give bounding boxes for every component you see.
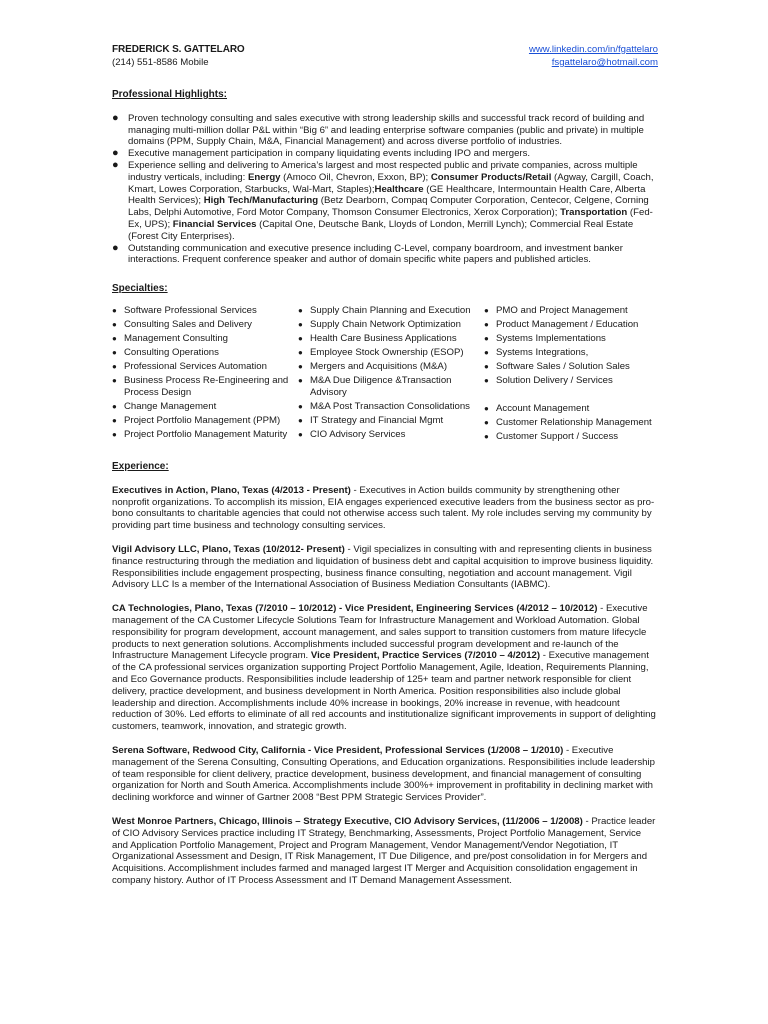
experience-heading: Experience: <box>112 461 169 472</box>
highlight-item: ● Executive management participation in company liquidating events including IPO and mergers. <box>112 147 531 160</box>
specialty-item: ● Consulting Operations <box>112 346 219 358</box>
bullet-icon: ● <box>112 111 119 124</box>
bullet-icon: ● <box>112 319 117 329</box>
bullet-icon: ● <box>112 375 117 385</box>
bullet-icon: ● <box>112 158 119 171</box>
specialty-item: ● Business Process Re-Engineering and Process Design <box>112 374 289 398</box>
highlights-heading: Professional Highlights: <box>112 89 228 100</box>
bullet-icon: ● <box>112 147 119 160</box>
specialties-heading: Specialties: <box>112 283 168 295</box>
specialty-item: ● Systems Integrations, <box>484 346 589 358</box>
bullet-icon: ● <box>484 361 489 371</box>
highlight-item: ● Outstanding communication and executive presence including C-Level, company boardroom, and investment banker interactions. Frequent conference speaker and author of domain specific white papers and published articles. <box>112 241 623 266</box>
specialties-column <box>112 305 298 445</box>
specialties-column <box>484 305 658 445</box>
specialty-item: ● Product Management / Education <box>484 318 639 330</box>
experience-entry: Vigil Advisory LLC, Plano, Texas (10/2012- Present) - Vigil specializes in consulting with and representing clients in business finance restructuring through the mediation and liquidation of business debt and capital acquisition to improve business liquidity. Responsibilities include engagement prospecting, business finance consulting, negotiation and account management. Vigil Advisory LLC Is a member of the International Association of Business Mediation Consultants (IABMC). <box>112 543 654 591</box>
specialties-grid <box>112 305 658 445</box>
specialties-column <box>298 305 484 445</box>
specialty-item: ● Software Sales / Solution Sales <box>484 360 630 372</box>
bullet-icon: ● <box>484 375 489 385</box>
resume-page <box>112 44 658 899</box>
bullet-icon: ● <box>298 347 303 357</box>
experience-entry: Serena Software, Redwood City, California - Vice President, Professional Services (1/2008 – 1/2010) - Executive management of the Serena Consulting, Consulting Operations, and Education organizations. Responsibilities include leadership of team responsible for client delivery, practice development, business development, and financial management of consulting organization for North and South America. Accomplishments include 300%+ improvement in profitability in declining market with declining workforce and winner of Gartner 2008 “Best PPM Strategic Services Provider”. <box>112 744 655 804</box>
specialty-item: ● Employee Stock Ownership (ESOP) <box>298 346 464 358</box>
bullet-icon: ● <box>298 375 303 385</box>
bullet-icon: ● <box>484 432 489 442</box>
specialty-item: ● Solution Delivery / Services <box>484 374 613 386</box>
experience-entry: Executives in Action, Plano, Texas (4/2013 - Present) - Executives in Action builds community by strengthening other nonprofit organizations. To accomplish its mission, EIA engages experienced executive leaders from the business sector as pro-bono consultants to charitable agencies that could not otherwise access such talent. My role includes serving my community by providing part time business and technology consulting services. <box>112 484 655 532</box>
bullet-icon: ● <box>298 361 303 371</box>
specialty-item: ● Consulting Sales and Delivery <box>112 318 252 330</box>
specialty-item: ● Project Portfolio Management Maturity <box>112 428 288 440</box>
experience-entry: CA Technologies, Plano, Texas (7/2010 – 10/2012) - Vice President, Engineering Services (4/2012 – 10/2012) - Executive management of the CA Customer Lifecycle Solutions Team for Infrastructure Management and Workload Automation. Global responsibility for program development, account management, and sales support to transition customers from mature lifecycle products to next generation solutions. Accomplishments included successful program development and re-launch of the Infrastructure Management Lifecycle program. Vice President, Practice Services (7/2010 – 4/2012) - Executive management of the CA professional services organization supporting Project Portfolio Management, Agile, Ideation, Requirements Planning, and Eco Governance products. Responsibilities include leadership of 125+ team and partner network responsible for client delivery, practice development, and business development in North America. Position responsibilities also include global leadership and direction. Accomplishments include 40% increase in bookings, 20% increase in revenue, with headcount reduction of 30%. Led efforts to eliminate of all red accounts and institutionalize significant improvements in support of delighting customers, teamwork, innovation, and strategic growth. <box>112 603 656 733</box>
bullet-icon: ● <box>484 319 489 329</box>
bullet-icon: ● <box>298 415 303 425</box>
bullet-icon: ● <box>298 401 303 411</box>
bullet-icon: ● <box>484 333 489 343</box>
bullet-icon: ● <box>298 429 303 439</box>
specialty-item: ● Software Professional Services <box>112 304 257 316</box>
specialty-item: ● Project Portfolio Management (PPM) <box>112 414 281 426</box>
bullet-icon: ● <box>484 418 489 428</box>
bullet-icon: ● <box>298 333 303 343</box>
specialty-item: ● CIO Advisory Services <box>298 428 406 440</box>
specialty-item: ● Supply Chain Planning and Execution <box>298 304 471 316</box>
bullet-icon: ● <box>298 319 303 329</box>
highlights-list <box>112 113 658 266</box>
phone-number: (214) 551-8586 Mobile <box>112 57 209 68</box>
highlight-item: ● Proven technology consulting and sales executive with strong leadership skills and successful track record of building and managing multi-million dollar P&L within “Big 6” and leading enterprise software companies (public and private) in multiple domains (PPM, Supply Chain, M&A, Financial Management) and across diverse portfolio of industries. <box>112 111 645 148</box>
specialty-item: ● Health Care Business Applications <box>298 332 457 344</box>
specialty-item: ● M&A Post Transaction Consolidations <box>298 400 470 412</box>
bullet-icon: ● <box>112 361 117 371</box>
specialty-item: ● M&A Due Diligence &Transaction Advisory <box>298 374 452 398</box>
candidate-name: FREDERICK S. GATTELARO <box>112 44 245 55</box>
specialty-item: ● Professional Services Automation <box>112 360 267 372</box>
bullet-icon: ● <box>112 241 119 254</box>
bullet-icon: ● <box>112 429 117 439</box>
experience-entry: West Monroe Partners, Chicago, Illinois – Strategy Executive, CIO Advisory Services, (11/2006 – 1/2008) - Practice leader of CIO Advisory Services practice including IT Strategy, Benchmarking, Assessments, Project Portfolio Management, Service and Application Portfolio Management, Project and Program Management, Vendor Management/Vendor Negotiation, IT Organizational Assessment and Design, IT Risk Management, IT Due Diligence, and pre/post consolidation in for Mergers and Acquisitions. Accomplishment includes farmed and managed largest IT Merger and Acquisition consolidation engagement in company history. Author of IT Process Assessment and IT Demand Management Assessment. <box>112 815 656 886</box>
experience-list <box>112 485 658 887</box>
specialty-item: ● Customer Support / Success <box>484 431 619 443</box>
bullet-icon: ● <box>484 404 489 414</box>
specialty-item: ● Systems Implementations <box>484 332 606 344</box>
bullet-icon: ● <box>112 305 117 315</box>
specialty-item: ● Mergers and Acquisitions (M&A) <box>298 360 448 372</box>
specialty-item: ● Customer Relationship Management <box>484 417 652 429</box>
linkedin-link[interactable]: www.linkedin.com/in/fgattelaro <box>528 44 658 55</box>
bullet-icon: ● <box>484 347 489 357</box>
specialty-item: ● Supply Chain Network Optimization <box>298 318 461 330</box>
bullet-icon: ● <box>298 305 303 315</box>
specialty-item: ● IT Strategy and Financial Mgmt <box>298 414 444 426</box>
bullet-icon: ● <box>484 305 489 315</box>
bullet-icon: ● <box>112 415 117 425</box>
highlight-item: ● Experience selling and delivering to America’s largest and most respected public and private companies, across multiple industry verticals, including: Energy (Amoco Oil, Chevron, Exxon, BP); Consumer Products/Retail (Agway, Cargill, Coach, Kmart, Lowes Corporation, Starbucks, Wal-Mart, Staples);Healthcare (GE Healthcare, Intermountain Health Care, Alberta Health Services); High Tech/Manufacturing (Betz Dearborn, Compaq Computer Corporation, Centecor, Celgene, Corning Labs, Delphi Automotive, Ford Motor Company, Thomson Consumer Electronics, Xerox Corporation); Transportation (Fed-Ex, UPS); Financial Services (Capital One, Deutsche Bank, Lloyds of London, Merrill Lynch); Commercial Real Estate (Forest City Enterprises). <box>112 158 654 242</box>
resume-header <box>112 44 658 72</box>
specialty-item: ● Management Consulting <box>112 332 228 344</box>
spacer <box>484 389 658 401</box>
specialty-item: ● Change Management <box>112 400 217 412</box>
bullet-icon: ● <box>112 401 117 411</box>
bullet-icon: ● <box>112 333 117 343</box>
specialty-item: ● Account Management <box>484 403 590 415</box>
specialty-item: ● PMO and Project Management <box>484 304 628 316</box>
bullet-icon: ● <box>112 347 117 357</box>
email-link[interactable]: fsgattelaro@hotmail.com <box>551 57 658 68</box>
